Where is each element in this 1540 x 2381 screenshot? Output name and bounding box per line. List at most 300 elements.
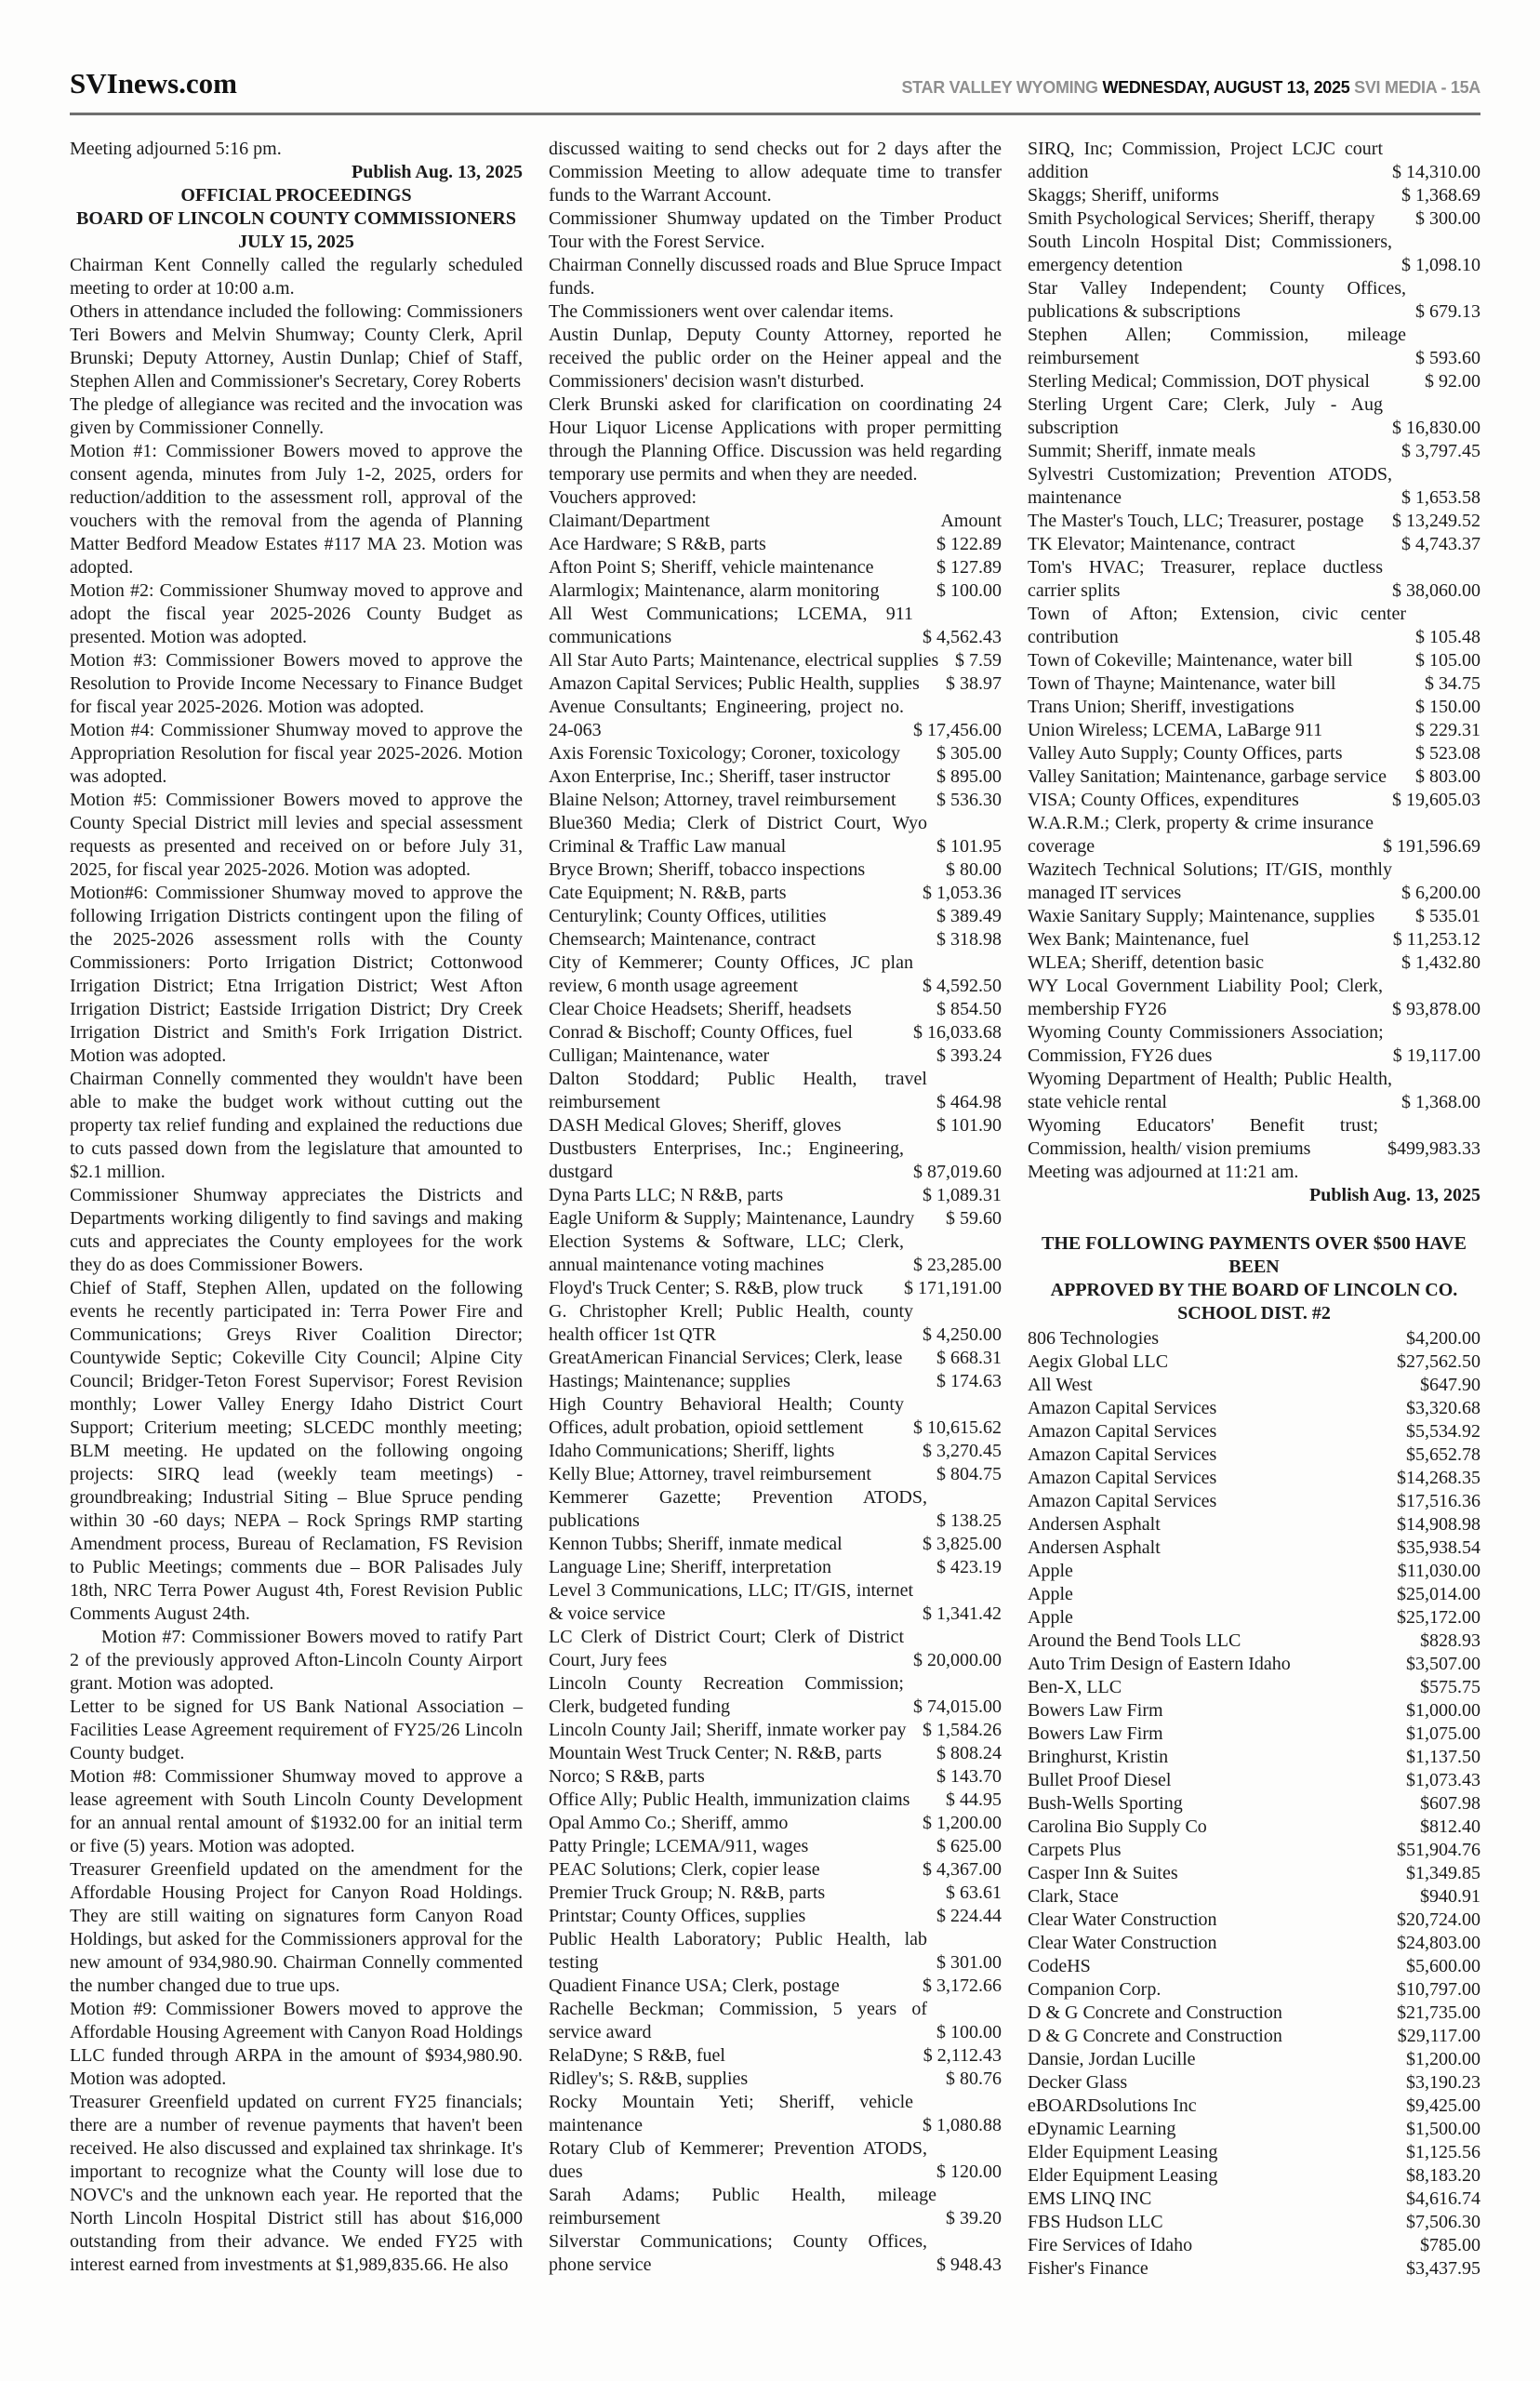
school-amount: $1,500.00 <box>1406 2119 1480 2139</box>
column-1-paragraphs <box>70 138 523 2277</box>
school-payment-row <box>1028 2095 1480 2118</box>
voucher-amount: $ 229.31 <box>1415 720 1480 740</box>
voucher-table-header <box>549 510 1002 533</box>
publish-line: Publish Aug. 13, 2025 <box>1309 1185 1480 1205</box>
voucher-row <box>1028 138 1480 184</box>
voucher-amount: $ 16,033.68 <box>913 1022 1002 1043</box>
voucher-amount: $ 10,615.62 <box>913 1417 1002 1438</box>
school-amount: $3,507.00 <box>1406 1654 1480 1674</box>
voucher-row <box>549 1114 1002 1137</box>
voucher-row <box>1028 812 1480 858</box>
school-amount: $51,904.76 <box>1397 1840 1480 1860</box>
voucher-amount: $ 804.75 <box>936 1464 1002 1484</box>
school-payee: Amazon Capital Services <box>1028 1444 1217 1465</box>
claimant-column-header: Claimant/Department <box>549 511 710 531</box>
voucher-row <box>549 1765 1002 1789</box>
voucher-claimant: Valley Auto Supply; County Offices, parts <box>1028 743 1343 764</box>
school-payee: D & G Concrete and Construction <box>1028 2026 1282 2046</box>
voucher-amount: $ 16,830.00 <box>1392 418 1480 438</box>
school-payee: Bringhurst, Kristin <box>1028 1747 1169 1767</box>
voucher-amount: $ 4,743.37 <box>1401 534 1480 554</box>
voucher-claimant: Skaggs; Sheriff, uniforms <box>1028 185 1219 206</box>
paragraph: Motion #3: Commissioner Bowers moved to approve the Resolution to Provide Income Necessary to Finance Budget for fiscal year 2025-2026. Motion was adopted. <box>70 650 523 717</box>
voucher-row <box>549 1137 1002 1184</box>
voucher-row <box>549 1533 1002 1556</box>
voucher-claimant: High Country Behavioral Health; County Offices, adult probation, opioid settlement <box>549 1394 904 1438</box>
site-title: SVInews.com <box>70 67 237 100</box>
school-amount: $1,137.50 <box>1406 1747 1480 1767</box>
school-payment-row <box>1028 2257 1480 2281</box>
voucher-claimant: Stephen Allen; Commission, mileage reimbursement <box>1028 325 1406 368</box>
voucher-claimant: RelaDyne; S R&B, fuel <box>549 2045 725 2066</box>
voucher-amount: $ 105.00 <box>1415 650 1480 671</box>
voucher-amount: $ 1,089.31 <box>923 1185 1002 1205</box>
school-payment-row <box>1028 1536 1480 1560</box>
school-payee: Fisher's Finance <box>1028 2258 1148 2279</box>
voucher-claimant: Clear Choice Headsets; Sheriff, headsets <box>549 999 852 1019</box>
school-amount: $575.75 <box>1420 1677 1480 1697</box>
paragraph: Chairman Connelly discussed roads and Blue Spruce Impact funds. <box>549 255 1002 299</box>
voucher-claimant: Alarmlogix; Maintenance, alarm monitoring <box>549 580 880 601</box>
voucher-row <box>1028 533 1480 556</box>
voucher-row <box>549 1719 1002 1742</box>
voucher-amount: $ 11,253.12 <box>1392 929 1480 950</box>
voucher-amount: $ 523.08 <box>1415 743 1480 764</box>
school-payee: Around the Bend Tools LLC <box>1028 1630 1241 1651</box>
school-amount: $7,506.30 <box>1406 2212 1480 2232</box>
voucher-amount: $ 150.00 <box>1415 697 1480 717</box>
school-amount: $27,562.50 <box>1397 1351 1480 1372</box>
school-amount: $20,724.00 <box>1397 1909 1480 1930</box>
school-payee: Andersen Asphalt <box>1028 1537 1161 1558</box>
school-district-heading <box>1028 1232 1480 1325</box>
voucher-row <box>1028 649 1480 672</box>
voucher-amount: $ 593.60 <box>1415 348 1480 368</box>
voucher-row <box>1028 231 1480 277</box>
school-payee: 806 Technologies <box>1028 1328 1159 1349</box>
voucher-amount: $ 1,200.00 <box>923 1813 1002 1833</box>
voucher-row <box>549 603 1002 649</box>
school-amount: $25,014.00 <box>1397 1584 1480 1604</box>
school-payee: Amazon Capital Services <box>1028 1468 1217 1488</box>
school-amount: $9,425.00 <box>1406 2095 1480 2116</box>
school-amount: $24,803.00 <box>1397 1933 1480 1953</box>
voucher-row <box>549 1393 1002 1440</box>
school-payment-list <box>1028 1327 1480 2281</box>
voucher-amount: $ 3,270.45 <box>923 1441 1002 1461</box>
voucher-row <box>549 672 1002 696</box>
paragraph: Motion #2: Commissioner Shumway moved to approve and adopt the fiscal year 2025-2026 County Budget as presented. Motion was adopted. <box>70 580 523 647</box>
school-amount: $607.98 <box>1420 1793 1480 1814</box>
voucher-amount: $ 100.00 <box>936 580 1002 601</box>
voucher-row <box>1028 928 1480 951</box>
school-payee: Aegix Global LLC <box>1028 1351 1169 1372</box>
school-amount: $14,908.98 <box>1397 1514 1480 1535</box>
voucher-amount: $ 20,000.00 <box>913 1650 1002 1670</box>
voucher-claimant: Floyd's Truck Center; S. R&B, plow truck <box>549 1278 864 1298</box>
voucher-row <box>549 1998 1002 2044</box>
school-payment-row <box>1028 2048 1480 2071</box>
school-payment-row <box>1028 2164 1480 2188</box>
voucher-row <box>549 533 1002 556</box>
voucher-amount: $ 803.00 <box>1415 766 1480 787</box>
voucher-amount: $ 423.19 <box>936 1557 1002 1577</box>
header-edition: SVI MEDIA - 15A <box>1354 78 1480 97</box>
column-2 <box>549 138 1002 2281</box>
voucher-row <box>549 2091 1002 2137</box>
voucher-amount: $ 80.00 <box>946 859 1002 880</box>
voucher-row <box>549 765 1002 789</box>
voucher-row <box>549 1789 1002 1812</box>
voucher-row <box>549 1277 1002 1300</box>
voucher-claimant: Town of Thayne; Maintenance, water bill <box>1028 673 1336 694</box>
voucher-claimant: Wyoming Department of Health; Public Health, state vehicle rental <box>1028 1069 1392 1112</box>
voucher-claimant: Centurylink; County Offices, utilities <box>549 906 827 926</box>
school-amount: $812.40 <box>1420 1816 1480 1837</box>
voucher-amount: $ 948.43 <box>936 2255 1002 2275</box>
voucher-row <box>1028 1068 1480 1114</box>
school-payment-row <box>1028 1443 1480 1467</box>
voucher-row <box>1028 184 1480 207</box>
school-payee: Fire Services of Idaho <box>1028 2235 1193 2255</box>
school-payment-row <box>1028 1583 1480 1606</box>
voucher-amount: $ 74,015.00 <box>913 1696 1002 1717</box>
voucher-claimant: Waxie Sanitary Supply; Maintenance, supplies <box>1028 906 1375 926</box>
voucher-claimant: Axis Forensic Toxicology; Coroner, toxicology <box>549 743 900 764</box>
school-payee: Companion Corp. <box>1028 1979 1162 2000</box>
school-amount: $4,200.00 <box>1406 1328 1480 1349</box>
voucher-list-continued <box>1028 138 1480 1161</box>
school-amount: $1,125.56 <box>1406 2142 1480 2162</box>
voucher-amount: $ 138.25 <box>936 1510 1002 1531</box>
school-payment-row <box>1028 1560 1480 1583</box>
voucher-row <box>1028 975 1480 1021</box>
school-amount: $5,534.92 <box>1406 1421 1480 1442</box>
voucher-claimant: Dustbusters Enterprises, Inc.; Engineering, dustgard <box>549 1138 904 1182</box>
voucher-amount: $ 464.98 <box>936 1092 1002 1112</box>
school-payment-row <box>1028 1327 1480 1350</box>
voucher-amount: $ 101.95 <box>936 836 1002 857</box>
paragraph: Motion #5: Commissioner Bowers moved to approve the County Special District mill levies and special assessment requests as presented and received on or before July 31, 2025, for fiscal year 2025-2026. Motion was adopted. <box>70 790 523 880</box>
voucher-amount: $ 14,310.00 <box>1392 162 1480 182</box>
voucher-amount: $ 4,562.43 <box>923 627 1002 647</box>
school-amount: $8,183.20 <box>1406 2165 1480 2186</box>
voucher-row <box>549 1556 1002 1579</box>
paragraph: Motion#6: Commissioner Shumway moved to approve the following Irrigation Districts contingent upon the filing of the 2025-2026 assessment rolls with the County Commissioners: Porto Irrigation District; Cottonwood Irrigation District; Etna Irrigation District; West Afton Irrigation District; Eastside Irrigation District; Dry Creek Irrigation District and Smith's Fork Irrigation District. Motion was adopted. <box>70 883 523 1066</box>
school-payment-row <box>1028 2188 1480 2211</box>
paragraph: JULY 15, 2025 <box>238 232 354 252</box>
school-payee: Apple <box>1028 1584 1073 1604</box>
header-date: WEDNESDAY, AUGUST 13, 2025 <box>1102 78 1350 97</box>
paragraph: The pledge of allegiance was recited and the invocation was given by Commissioner Connelly. <box>70 394 523 438</box>
voucher-claimant: TK Elevator; Maintenance, contract <box>1028 534 1295 554</box>
school-payment-row <box>1028 1653 1480 1676</box>
voucher-amount: $ 1,341.42 <box>923 1603 1002 1624</box>
voucher-claimant: VISA; County Offices, expenditures <box>1028 790 1299 810</box>
voucher-row <box>549 1440 1002 1463</box>
voucher-row <box>549 1905 1002 1928</box>
school-amount: $828.93 <box>1420 1630 1480 1651</box>
voucher-row <box>549 1928 1002 1975</box>
voucher-claimant: Election Systems & Software, LLC; Clerk, annual maintenance voting machines <box>549 1231 904 1275</box>
voucher-row <box>549 951 1002 998</box>
school-payment-row <box>1028 1862 1480 1885</box>
voucher-amount: $ 120.00 <box>936 2162 1002 2182</box>
school-payment-row <box>1028 1699 1480 1723</box>
voucher-amount: $ 93,878.00 <box>1392 999 1480 1019</box>
paragraph: OFFICIAL PROCEEDINGS <box>180 185 412 206</box>
school-payment-row <box>1028 2071 1480 2095</box>
paragraph: Others in attendance included the following: Commissioners Teri Bowers and Melvin Shumway; County Clerk, April Brunski; Deputy Attorney, Austin Dunlap; Chief of Staff, Stephen Allen and Commissioner's Secretary, Corey Roberts <box>70 301 523 392</box>
voucher-claimant: Blaine Nelson; Attorney, travel reimbursement <box>549 790 896 810</box>
voucher-claimant: Wex Bank; Maintenance, fuel <box>1028 929 1250 950</box>
voucher-amount: $ 59.60 <box>946 1208 1002 1229</box>
voucher-claimant: Sterling Urgent Care; Clerk, July - Aug subscription <box>1028 394 1383 438</box>
paragraph: Motion #7: Commissioner Bowers moved to ratify Part 2 of the previously approved Afton-Lincoln County Airport grant. Motion was adopted. <box>70 1627 523 1694</box>
voucher-claimant: The Master's Touch, LLC; Treasurer, postage <box>1028 511 1364 531</box>
school-payee: Andersen Asphalt <box>1028 1514 1161 1535</box>
voucher-row <box>549 2137 1002 2184</box>
voucher-amount: $ 318.98 <box>936 929 1002 950</box>
voucher-claimant: Rotary Club of Kemmerer; Prevention ATODS, dues <box>549 2138 927 2182</box>
voucher-amount: $ 536.30 <box>936 790 1002 810</box>
voucher-row <box>549 1742 1002 1765</box>
voucher-amount: $ 3,172.66 <box>923 1975 1002 1996</box>
voucher-claimant: Trans Union; Sheriff, investigations <box>1028 697 1294 717</box>
school-payment-row <box>1028 1746 1480 1769</box>
school-amount: $5,652.78 <box>1406 1444 1480 1465</box>
voucher-claimant: Eagle Uniform & Supply; Maintenance, Laundry <box>549 1208 915 1229</box>
school-amount: $25,172.00 <box>1397 1607 1480 1628</box>
voucher-claimant: Kennon Tubbs; Sheriff, inmate medical <box>549 1534 843 1554</box>
paragraph: Publish Aug. 13, 2025 <box>352 162 523 182</box>
school-payment-row <box>1028 2234 1480 2257</box>
voucher-claimant: Axon Enterprise, Inc.; Sheriff, taser instructor <box>549 766 891 787</box>
school-payee: Amazon Capital Services <box>1028 1421 1217 1442</box>
voucher-amount: $ 87,019.60 <box>913 1162 1002 1182</box>
school-amount: $1,000.00 <box>1406 1700 1480 1721</box>
paragraph: Chief of Staff, Stephen Allen, updated on the following events he recently participated in: Terra Power Fire and Communications; Greys River Coalition Director; Countywide Septic; Cokeville City Council; Alpine City Council; Bridger-Teton Forest Supervisor; Forest Revision monthly; Lower Valley Energy Idaho District Court Support; Criterium meeting; SLCEDC monthly meeting; BLM meeting. He updated on the following ongoing projects: SIRQ lead (weekly team meetings) -groundbreaking; Industrial Siting – Blue Spruce pending within 30 -60 days; NEPA – Rock Springs RMP starting Amendment process, Bureau of Reclamation, FS Revision to Public Meetings; comments due – BOR Palisades July 18th, NRC Terra Power August 4th, Forest Revision Public Comments August 24th. <box>70 1278 523 1624</box>
voucher-claimant: WLEA; Sheriff, detention basic <box>1028 952 1265 973</box>
paragraph: Treasurer Greenfield updated on current FY25 financials; there are a number of revenue payments that haven't been received. He also discussed and explained tax shrinkage. It's important to recognize what the County will lose due to NOVC's and the unknown each year. He reported that the North Lincoln Hospital District still has about $16,000 outstanding from their advance. We ended FY25 with interest earned from investments at $1,989,835.66. He also <box>70 2092 523 2275</box>
school-amount: $35,938.54 <box>1397 1537 1480 1558</box>
school-payee: Amazon Capital Services <box>1028 1398 1217 1418</box>
voucher-row <box>549 1858 1002 1882</box>
voucher-claimant: WY Local Government Liability Pool; Clerk, membership FY26 <box>1028 976 1383 1019</box>
paragraph: Chairman Kent Connelly called the regularly scheduled meeting to order at 10:00 a.m. <box>70 255 523 299</box>
school-payment-row <box>1028 1955 1480 1978</box>
voucher-amount: $ 1,368.69 <box>1401 185 1480 206</box>
header-rule <box>70 113 1480 115</box>
paragraph: Vouchers approved: <box>549 487 697 508</box>
school-payment-row <box>1028 1397 1480 1420</box>
voucher-claimant: GreatAmerican Financial Services; Clerk, lease <box>549 1348 903 1368</box>
voucher-amount: $ 7.59 <box>955 650 1002 671</box>
page-header <box>70 0 1480 100</box>
voucher-row <box>549 1486 1002 1533</box>
voucher-claimant: Kemmerer Gazette; Prevention ATODS, publications <box>549 1487 927 1531</box>
school-payee: Bush-Wells Sporting <box>1028 1793 1183 1814</box>
paragraph: Commissioner Shumway updated on the Timber Product Tour with the Forest Service. <box>549 208 1002 252</box>
voucher-claimant: All West Communications; LCEMA, 911 communications <box>549 604 913 647</box>
voucher-row <box>1028 742 1480 765</box>
voucher-amount: $ 143.70 <box>936 1766 1002 1787</box>
voucher-row <box>1028 719 1480 742</box>
voucher-claimant: Smith Psychological Services; Sheriff, therapy <box>1028 208 1375 229</box>
school-heading-line: THE FOLLOWING PAYMENTS OVER $500 HAVE <box>1042 1233 1467 1254</box>
voucher-amount: $ 38.97 <box>946 673 1002 694</box>
voucher-amount: $ 171,191.00 <box>904 1278 1002 1298</box>
voucher-row <box>549 1044 1002 1068</box>
voucher-row <box>549 2184 1002 2230</box>
voucher-row <box>549 1812 1002 1835</box>
voucher-claimant: Sylvestri Customization; Prevention ATODS, maintenance <box>1028 464 1392 508</box>
voucher-claimant: Bryce Brown; Sheriff, tobacco inspections <box>549 859 866 880</box>
school-payee: Auto Trim Design of Eastern Idaho <box>1028 1654 1291 1674</box>
voucher-row <box>1028 324 1480 370</box>
paragraph: Letter to be signed for US Bank National Association – Facilities Lease Agreement requirement of FY25/26 Lincoln County budget. <box>70 1696 523 1763</box>
school-payment-row <box>1028 1769 1480 1792</box>
voucher-row <box>1028 672 1480 696</box>
voucher-claimant: Public Health Laboratory; Public Health, lab testing <box>549 1929 927 1973</box>
voucher-row <box>1028 440 1480 463</box>
voucher-claimant: W.A.R.M.; Clerk, property & crime insurance coverage <box>1028 813 1374 857</box>
voucher-claimant: Wyoming Educators' Benefit trust; Commission, health/ vision premiums <box>1028 1115 1378 1159</box>
voucher-claimant: Printstar; County Offices, supplies <box>549 1906 806 1926</box>
voucher-amount: $ 38,060.00 <box>1392 580 1480 601</box>
voucher-claimant: Quadient Finance USA; Clerk, postage <box>549 1975 840 1996</box>
school-payment-row <box>1028 1490 1480 1513</box>
voucher-claimant: City of Kemmerer; County Offices, JC plan review, 6 month usage agreement <box>549 952 913 996</box>
voucher-amount: $ 4,367.00 <box>923 1859 1002 1880</box>
voucher-amount: $ 101.90 <box>936 1115 1002 1136</box>
school-amount: $3,190.23 <box>1406 2072 1480 2093</box>
school-amount: $5,600.00 <box>1406 1956 1480 1976</box>
voucher-claimant: G. Christopher Krell; Public Health, county health officer 1st QTR <box>549 1301 913 1345</box>
voucher-row <box>1028 696 1480 719</box>
school-heading-line: SCHOOL DIST. #2 <box>1177 1303 1331 1324</box>
voucher-amount: $ 305.00 <box>936 743 1002 764</box>
voucher-row <box>549 1975 1002 1998</box>
voucher-amount: $ 535.01 <box>1415 906 1480 926</box>
voucher-claimant: Star Valley Independent; County Offices, publications & subscriptions <box>1028 278 1406 322</box>
school-payee: Elder Equipment Leasing <box>1028 2142 1218 2162</box>
school-payment-row <box>1028 1420 1480 1443</box>
voucher-claimant: Rachelle Beckman; Commission, 5 years of service award <box>549 1999 927 2042</box>
voucher-row <box>1028 905 1480 928</box>
voucher-amount: $ 3,797.45 <box>1401 441 1480 461</box>
school-payee: Amazon Capital Services <box>1028 1491 1217 1511</box>
voucher-row <box>549 1347 1002 1370</box>
article-columns <box>70 138 1480 2281</box>
voucher-claimant: LC Clerk of District Court; Clerk of District Court, Jury fees <box>549 1627 904 1670</box>
header-location: STAR VALLEY WYOMING <box>901 78 1098 97</box>
school-amount: $4,616.74 <box>1406 2188 1480 2209</box>
voucher-amount: $ 4,592.50 <box>923 976 1002 996</box>
column-3 <box>1028 138 1480 2281</box>
voucher-row <box>549 928 1002 951</box>
voucher-amount: $ 191,596.69 <box>1383 836 1480 857</box>
school-heading-line: BEEN <box>1228 1257 1280 1277</box>
voucher-row <box>1028 1114 1480 1161</box>
school-payment-row <box>1028 1978 1480 2002</box>
voucher-claimant: Afton Point S; Sheriff, vehicle maintenance <box>549 557 874 578</box>
school-payee: Decker Glass <box>1028 2072 1128 2093</box>
school-payee: Bullet Proof Diesel <box>1028 1770 1172 1790</box>
voucher-row <box>549 1882 1002 1905</box>
voucher-row <box>549 1021 1002 1044</box>
voucher-amount: $ 4,250.00 <box>923 1324 1002 1345</box>
voucher-claimant: Amazon Capital Services; Public Health, supplies <box>549 673 920 694</box>
school-amount: $10,797.00 <box>1397 1979 1480 2000</box>
voucher-claimant: Mountain West Truck Center; N. R&B, parts <box>549 1743 883 1763</box>
school-amount: $3,320.68 <box>1406 1398 1480 1418</box>
voucher-amount: $ 1,053.36 <box>923 883 1002 903</box>
voucher-amount: $ 679.13 <box>1415 301 1480 322</box>
school-payee: Bowers Law Firm <box>1028 1723 1163 1744</box>
voucher-amount: $ 17,456.00 <box>913 720 1002 740</box>
voucher-row <box>1028 370 1480 393</box>
voucher-claimant: Ridley's; S. R&B, supplies <box>549 2068 749 2089</box>
voucher-claimant: Wyoming County Commissioners Association; Commission, FY26 dues <box>1028 1022 1384 1066</box>
column-2-paragraphs <box>549 138 1002 510</box>
school-heading-line: APPROVED BY THE BOARD OF LINCOLN CO. <box>1050 1280 1458 1300</box>
voucher-list <box>549 533 1002 2277</box>
voucher-claimant: Tom's HVAC; Treasurer, replace ductless carrier splits <box>1028 557 1383 601</box>
school-payment-row <box>1028 2211 1480 2234</box>
voucher-claimant: Summit; Sheriff, inmate meals <box>1028 441 1256 461</box>
voucher-amount: $ 625.00 <box>936 1836 1002 1856</box>
voucher-amount: $ 668.31 <box>936 1348 1002 1368</box>
voucher-amount: $ 301.00 <box>936 1952 1002 1973</box>
school-payment-row <box>1028 1932 1480 1955</box>
voucher-row <box>1028 207 1480 231</box>
voucher-claimant: South Lincoln Hospital Dist; Commissioners, emergency detention <box>1028 232 1392 275</box>
voucher-amount: $ 63.61 <box>946 1882 1002 1903</box>
school-payee: eBOARDsolutions Inc <box>1028 2095 1197 2116</box>
school-heading-lines <box>1028 1232 1480 1325</box>
voucher-row <box>549 1463 1002 1486</box>
paragraph: The Commissioners went over calendar items. <box>549 301 895 322</box>
school-payee: Casper Inn & Suites <box>1028 1863 1178 1883</box>
voucher-row <box>1028 277 1480 324</box>
school-amount: $1,200.00 <box>1406 2049 1480 2069</box>
voucher-row <box>549 882 1002 905</box>
voucher-amount: $ 854.50 <box>936 999 1002 1019</box>
voucher-amount: $ 224.44 <box>936 1906 1002 1926</box>
paragraph: Commissioner Shumway appreciates the Districts and Departments working diligently to find savings and making cuts and appreciates the County employees for the work they do as does Commissioner Bowers. <box>70 1185 523 1275</box>
school-payee: Dansie, Jordan Lucille <box>1028 2049 1196 2069</box>
school-payment-row <box>1028 1467 1480 1490</box>
voucher-claimant: Level 3 Communications, LLC; IT/GIS, internet & voice service <box>549 1580 913 1624</box>
voucher-amount: $ 13,249.52 <box>1392 511 1480 531</box>
school-payee: Ben-X, LLC <box>1028 1677 1122 1697</box>
voucher-amount: $ 1,653.58 <box>1401 487 1480 508</box>
voucher-amount: $ 100.00 <box>936 2022 1002 2042</box>
voucher-claimant: Ace Hardware; S R&B, parts <box>549 534 766 554</box>
paragraph: Chairman Connelly commented they wouldn't have been able to make the budget work without cutting out the property tax relief funding and explained the reductions due to cuts passed down from the legislature that amounted to $2.1 million. <box>70 1069 523 1182</box>
voucher-claimant: Rocky Mountain Yeti; Sheriff, vehicle maintenance <box>549 2092 913 2135</box>
school-payee: Apple <box>1028 1561 1073 1581</box>
voucher-row <box>549 2068 1002 2091</box>
amount-column-header: Amount <box>940 511 1002 531</box>
voucher-amount: $ 808.24 <box>936 1743 1002 1763</box>
voucher-claimant: Opal Ammo Co.; Sheriff, ammo <box>549 1813 789 1833</box>
school-payee: Clear Water Construction <box>1028 1933 1217 1953</box>
school-amount: $21,735.00 <box>1397 2002 1480 2023</box>
school-amount: $14,268.35 <box>1397 1468 1480 1488</box>
voucher-row <box>1028 1021 1480 1068</box>
